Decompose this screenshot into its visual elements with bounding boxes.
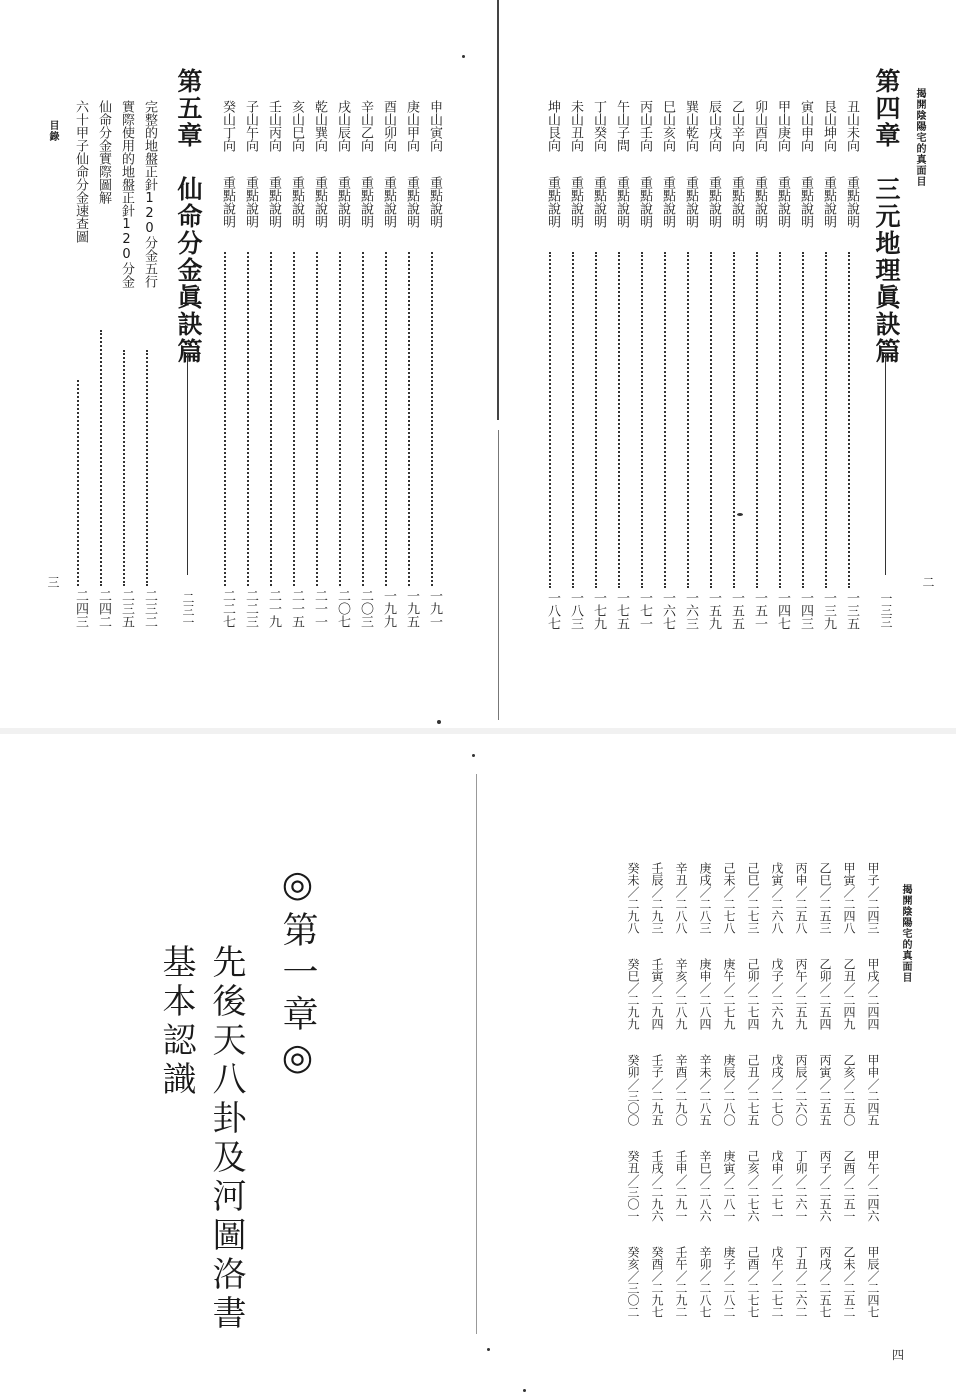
entry-sub: 重點說明 [821, 176, 836, 228]
table-cell: 甲午／二四六 [866, 1150, 880, 1222]
chapter-4-heading [868, 68, 904, 628]
entry-title: 亥山巳向 [289, 100, 304, 152]
dot-leader [848, 252, 850, 588]
entry-page: 二三五 [119, 589, 134, 628]
toc-entry [284, 100, 306, 628]
table-cell: 己丑／二七五 [746, 1054, 760, 1126]
table-cell: 戊申／二七一 [770, 1150, 784, 1222]
entry-sub: 重點說明 [798, 176, 813, 228]
entry-page: 二一五 [289, 589, 304, 628]
dot-leader [618, 252, 620, 588]
entry-title: 戌山辰向 [335, 100, 350, 152]
toc-entry [816, 100, 838, 630]
table-cell: 己未／二七八 [722, 862, 736, 934]
dot-leader [572, 252, 574, 588]
entry-sub: 重點說明 [545, 176, 560, 228]
entry-title: 巳山亥向 [660, 100, 675, 152]
table-cell: 庚申／二八四 [698, 958, 712, 1030]
entry-page: 二二三 [243, 589, 258, 628]
table-cell: 丙辰／二六〇 [794, 1054, 808, 1126]
table-cell: 己巳／二七三 [746, 862, 760, 934]
table-cell: 戊戌／二七〇 [770, 1054, 784, 1126]
entry-page: 二二七 [220, 589, 235, 628]
entry-page: 一四七 [775, 591, 790, 630]
entry-title: 子山午向 [243, 100, 258, 152]
entry-sub: 重點說明 [660, 176, 675, 228]
entry-page: 二一一 [312, 589, 327, 628]
table-cell: 甲寅／二四八 [842, 862, 856, 934]
table-cell: 庚寅／二八一 [722, 1150, 736, 1222]
entry-title: 辛山乙向 [358, 100, 373, 152]
table-cell: 庚子／二八二 [722, 1246, 736, 1318]
toc-entry [540, 100, 562, 630]
dot-leader [293, 252, 295, 586]
entry-title: 丁山癸向 [591, 100, 606, 152]
entry-page: 二一九 [266, 589, 281, 628]
entry-sub: 重點說明 [775, 176, 790, 228]
entry-title: 仙命分金實際圖解 [96, 100, 111, 204]
toc-entry [307, 100, 329, 628]
table-cell: 壬辰／二九三 [650, 862, 664, 934]
entry-sub: 重點說明 [729, 176, 744, 228]
table-cell: 壬申／二九一 [674, 1150, 688, 1222]
page-number: 三 [46, 576, 60, 588]
table-cell: 戊午／二七二 [770, 1246, 784, 1318]
table-cell: 丁卯／二六一 [794, 1150, 808, 1222]
table-cell: 癸丑／三〇一 [626, 1150, 640, 1222]
entry-sub: 重點說明 [568, 176, 583, 228]
dot-leader [641, 252, 643, 588]
entry-page: 一五九 [706, 591, 721, 630]
entry-page: 一四三 [798, 591, 813, 630]
toc-entry [353, 100, 375, 628]
scan-speck [487, 1348, 490, 1351]
toc-entry [422, 100, 444, 628]
dot-leader [362, 252, 364, 586]
table-cell: 己亥／二七六 [746, 1150, 760, 1222]
toc-entry [609, 100, 631, 630]
center-gutter-line-lower [498, 430, 499, 720]
entry-sub: 重點說明 [404, 176, 419, 228]
table-cell: 辛酉／二九〇 [674, 1054, 688, 1126]
entry-page: 二四二 [96, 589, 111, 628]
table-cell: 辛丑／二八八 [674, 862, 688, 934]
entry-page: 一七一 [637, 591, 652, 630]
center-gutter-line [476, 774, 477, 1334]
entry-sub: 重點說明 [220, 176, 235, 228]
entry-title: 午山子問 [614, 100, 629, 152]
table-cell: 乙丑／二四九 [842, 958, 856, 1030]
toc-entry [724, 100, 746, 630]
table-cell: 乙巳／二五三 [818, 862, 832, 934]
entry-sub: 重點說明 [683, 176, 698, 228]
table-cell: 乙未／二五二 [842, 1246, 856, 1318]
entry-page: 一七五 [614, 591, 629, 630]
entry-page: 一八三 [568, 591, 583, 630]
table-cell: 辛未／二八五 [698, 1054, 712, 1126]
dot-leader [664, 252, 666, 588]
toc-entry [701, 100, 723, 630]
entry-page: 一九九 [381, 589, 396, 628]
entry-page: 一七九 [591, 591, 606, 630]
entry-sub: 重點說明 [614, 176, 629, 228]
dot-leader [270, 252, 272, 586]
entry-sub: 重點說明 [358, 176, 373, 228]
entry-title: 乾山巽向 [312, 100, 327, 152]
dot-leader [431, 252, 433, 586]
table-cell: 庚戌／二八三 [698, 862, 712, 934]
entry-sub: 重點說明 [381, 176, 396, 228]
dot-leader [549, 252, 551, 588]
toc-entry [563, 100, 585, 630]
entry-page: 一五五 [729, 591, 744, 630]
entry-sub: 重點說明 [312, 176, 327, 228]
entry-title: 乙山辛向 [729, 100, 744, 152]
bottom-spread [0, 734, 956, 1399]
table-cell: 癸巳／二九九 [626, 958, 640, 1030]
toc-entry [215, 100, 237, 628]
scan-speck [737, 513, 743, 516]
toc-entry [678, 100, 700, 630]
entry-title: 六十甲子仙命分金速查圖 [73, 100, 88, 243]
dot-leader [687, 252, 689, 588]
page-number: 二 [921, 576, 935, 588]
entry-sub: 重點說明 [335, 176, 350, 228]
toc-entry [91, 100, 113, 628]
dot-leader [408, 252, 410, 586]
toc-entry [586, 100, 608, 630]
entry-title: 寅山申向 [798, 100, 813, 152]
entry-page: 一三九 [821, 591, 836, 630]
entry-page: 一九五 [404, 589, 419, 628]
entry-title: 未山丑向 [568, 100, 583, 152]
entry-sub: 重點說明 [427, 176, 442, 228]
entry-page: 一六三 [683, 591, 698, 630]
entry-sub: 重點說明 [752, 176, 767, 228]
page-number: 四 [892, 1348, 905, 1362]
chapter-page: 二三一 [181, 592, 195, 628]
table-cell: 己卯／二七四 [746, 958, 760, 1030]
dot-leader [77, 380, 79, 586]
table-cell: 辛巳／二八六 [698, 1150, 712, 1222]
dot-leader [595, 252, 597, 588]
chapter-5-heading [170, 68, 206, 628]
toc-entry [399, 100, 421, 628]
entry-title: 艮山坤向 [821, 100, 836, 152]
entry-title: 丙山壬向 [637, 100, 652, 152]
toc-entry [376, 100, 398, 628]
entry-page: 一三五 [844, 591, 859, 630]
dot-leader [385, 252, 387, 586]
toc-entry [793, 100, 815, 630]
entry-title: 甲山庚向 [775, 100, 790, 152]
entry-sub: 重點說明 [844, 176, 859, 228]
dot-leader [224, 252, 226, 586]
toc-entry [238, 100, 260, 628]
dot-leader [802, 252, 804, 588]
dot-leader [247, 252, 249, 586]
entry-title: 申山寅向 [427, 100, 442, 152]
toc-entry [839, 100, 861, 630]
chapter-title-line-1: 先後天八卦及河圖洛書 [206, 944, 246, 1334]
table-cell: 丙寅／二五五 [818, 1054, 832, 1126]
entry-title: 完整的地盤正針120分金五行 [142, 100, 157, 288]
entry-sub: 重點說明 [243, 176, 258, 228]
scan-speck [462, 55, 465, 58]
entry-sub: 重點說明 [637, 176, 652, 228]
table-cell: 癸酉／二九七 [650, 1246, 664, 1318]
entry-page: 一八七 [545, 591, 560, 630]
table-cell: 甲辰／二四七 [866, 1246, 880, 1318]
running-header: 揭開陰陽宅的真面目 [900, 884, 911, 983]
toc-entry [330, 100, 352, 628]
toc-entry [770, 100, 792, 630]
table-cell: 庚辰／二八〇 [722, 1054, 736, 1126]
table-cell: 辛亥／二八九 [674, 958, 688, 1030]
entry-title: 實際使用的地盤正針120分金 [119, 100, 134, 288]
entry-page: 二四三 [73, 589, 88, 628]
toc-entry [114, 100, 136, 628]
entry-page: 二〇七 [335, 589, 350, 628]
running-header: 揭開陰陽宅的真面目 [914, 88, 925, 187]
entry-sub: 重點說明 [591, 176, 606, 228]
table-cell: 壬戌／二九六 [650, 1150, 664, 1222]
dot-leader [710, 252, 712, 588]
table-cell: 丁丑／二六二 [794, 1246, 808, 1318]
running-footer: 目錄 [47, 120, 58, 142]
entry-title: 丑山未向 [844, 100, 859, 152]
toc-entry [655, 100, 677, 630]
table-cell: 乙亥／二五〇 [842, 1054, 856, 1126]
chapter-leader-line [885, 353, 886, 575]
entry-title: 坤山艮向 [545, 100, 560, 152]
toc-entry [747, 100, 769, 630]
entry-title: 庚山甲向 [404, 100, 419, 152]
table-cell: 癸未／二九八 [626, 862, 640, 934]
entry-sub: 重點說明 [266, 176, 281, 228]
chapter-page: 一三三 [879, 592, 893, 628]
entry-page: 一六七 [660, 591, 675, 630]
table-cell: 己酉／二七七 [746, 1246, 760, 1318]
table-cell: 甲申／二四五 [866, 1054, 880, 1126]
table-cell: 壬子／二九五 [650, 1054, 664, 1126]
toc-entry [261, 100, 283, 628]
table-cell: 丙申／二五八 [794, 862, 808, 934]
dot-leader [100, 330, 102, 586]
dot-leader [123, 350, 125, 586]
chapter-title: 第五章 仙命分金眞訣篇 [174, 68, 203, 365]
center-gutter-line [497, 0, 499, 420]
scan-speck [437, 720, 441, 724]
dot-leader [756, 252, 758, 588]
table-cell: 癸亥／三〇二 [626, 1246, 640, 1318]
dot-leader [316, 252, 318, 586]
entry-page: 一九一 [427, 589, 442, 628]
table-cell: 乙酉／二五一 [842, 1150, 856, 1222]
table-cell: 甲戌／二四四 [866, 958, 880, 1030]
entry-sub: 重點說明 [706, 176, 721, 228]
table-cell: 壬寅／二九四 [650, 958, 664, 1030]
dot-leader [339, 252, 341, 586]
scan-speck [472, 754, 475, 757]
table-cell: 庚午／二七九 [722, 958, 736, 1030]
chapter-leader-line [187, 353, 188, 575]
entry-page: 一五一 [752, 591, 767, 630]
scan-speck [523, 1389, 526, 1392]
entry-title: 巽山乾向 [683, 100, 698, 152]
dot-leader [733, 252, 735, 588]
entry-title: 癸山丁向 [220, 100, 235, 152]
table-cell: 丙戌／二五七 [818, 1246, 832, 1318]
dot-leader [146, 350, 148, 586]
table-cell: 甲子／二四三 [866, 862, 880, 934]
entry-page: 二〇三 [358, 589, 373, 628]
entry-sub: 重點說明 [289, 176, 304, 228]
entry-page: 二三二 [142, 589, 157, 628]
table-cell: 辛卯／二八七 [698, 1246, 712, 1318]
chapter-title: 第四章 三元地理眞訣篇 [872, 68, 901, 365]
entry-title: 辰山戌向 [706, 100, 721, 152]
table-cell: 壬午／二九二 [674, 1246, 688, 1318]
entry-title: 壬山丙向 [266, 100, 281, 152]
entry-title: 酉山卯向 [381, 100, 396, 152]
entry-title: 卯山酉向 [752, 100, 767, 152]
table-cell: 戊子／二六九 [770, 958, 784, 1030]
toc-entry [68, 100, 90, 628]
dot-leader [825, 252, 827, 588]
table-cell: 癸卯／三〇〇 [626, 1054, 640, 1126]
chapter-marker: ◎第一章◎ [277, 864, 318, 1084]
table-cell: 丙子／二五六 [818, 1150, 832, 1222]
dot-leader [779, 252, 781, 588]
toc-entry [632, 100, 654, 630]
table-cell: 乙卯／二五四 [818, 958, 832, 1030]
toc-entry [137, 100, 159, 628]
chapter-title-line-2: 基本認識 [156, 944, 196, 1100]
table-cell: 戊寅／二六八 [770, 862, 784, 934]
table-cell: 丙午／二五九 [794, 958, 808, 1030]
